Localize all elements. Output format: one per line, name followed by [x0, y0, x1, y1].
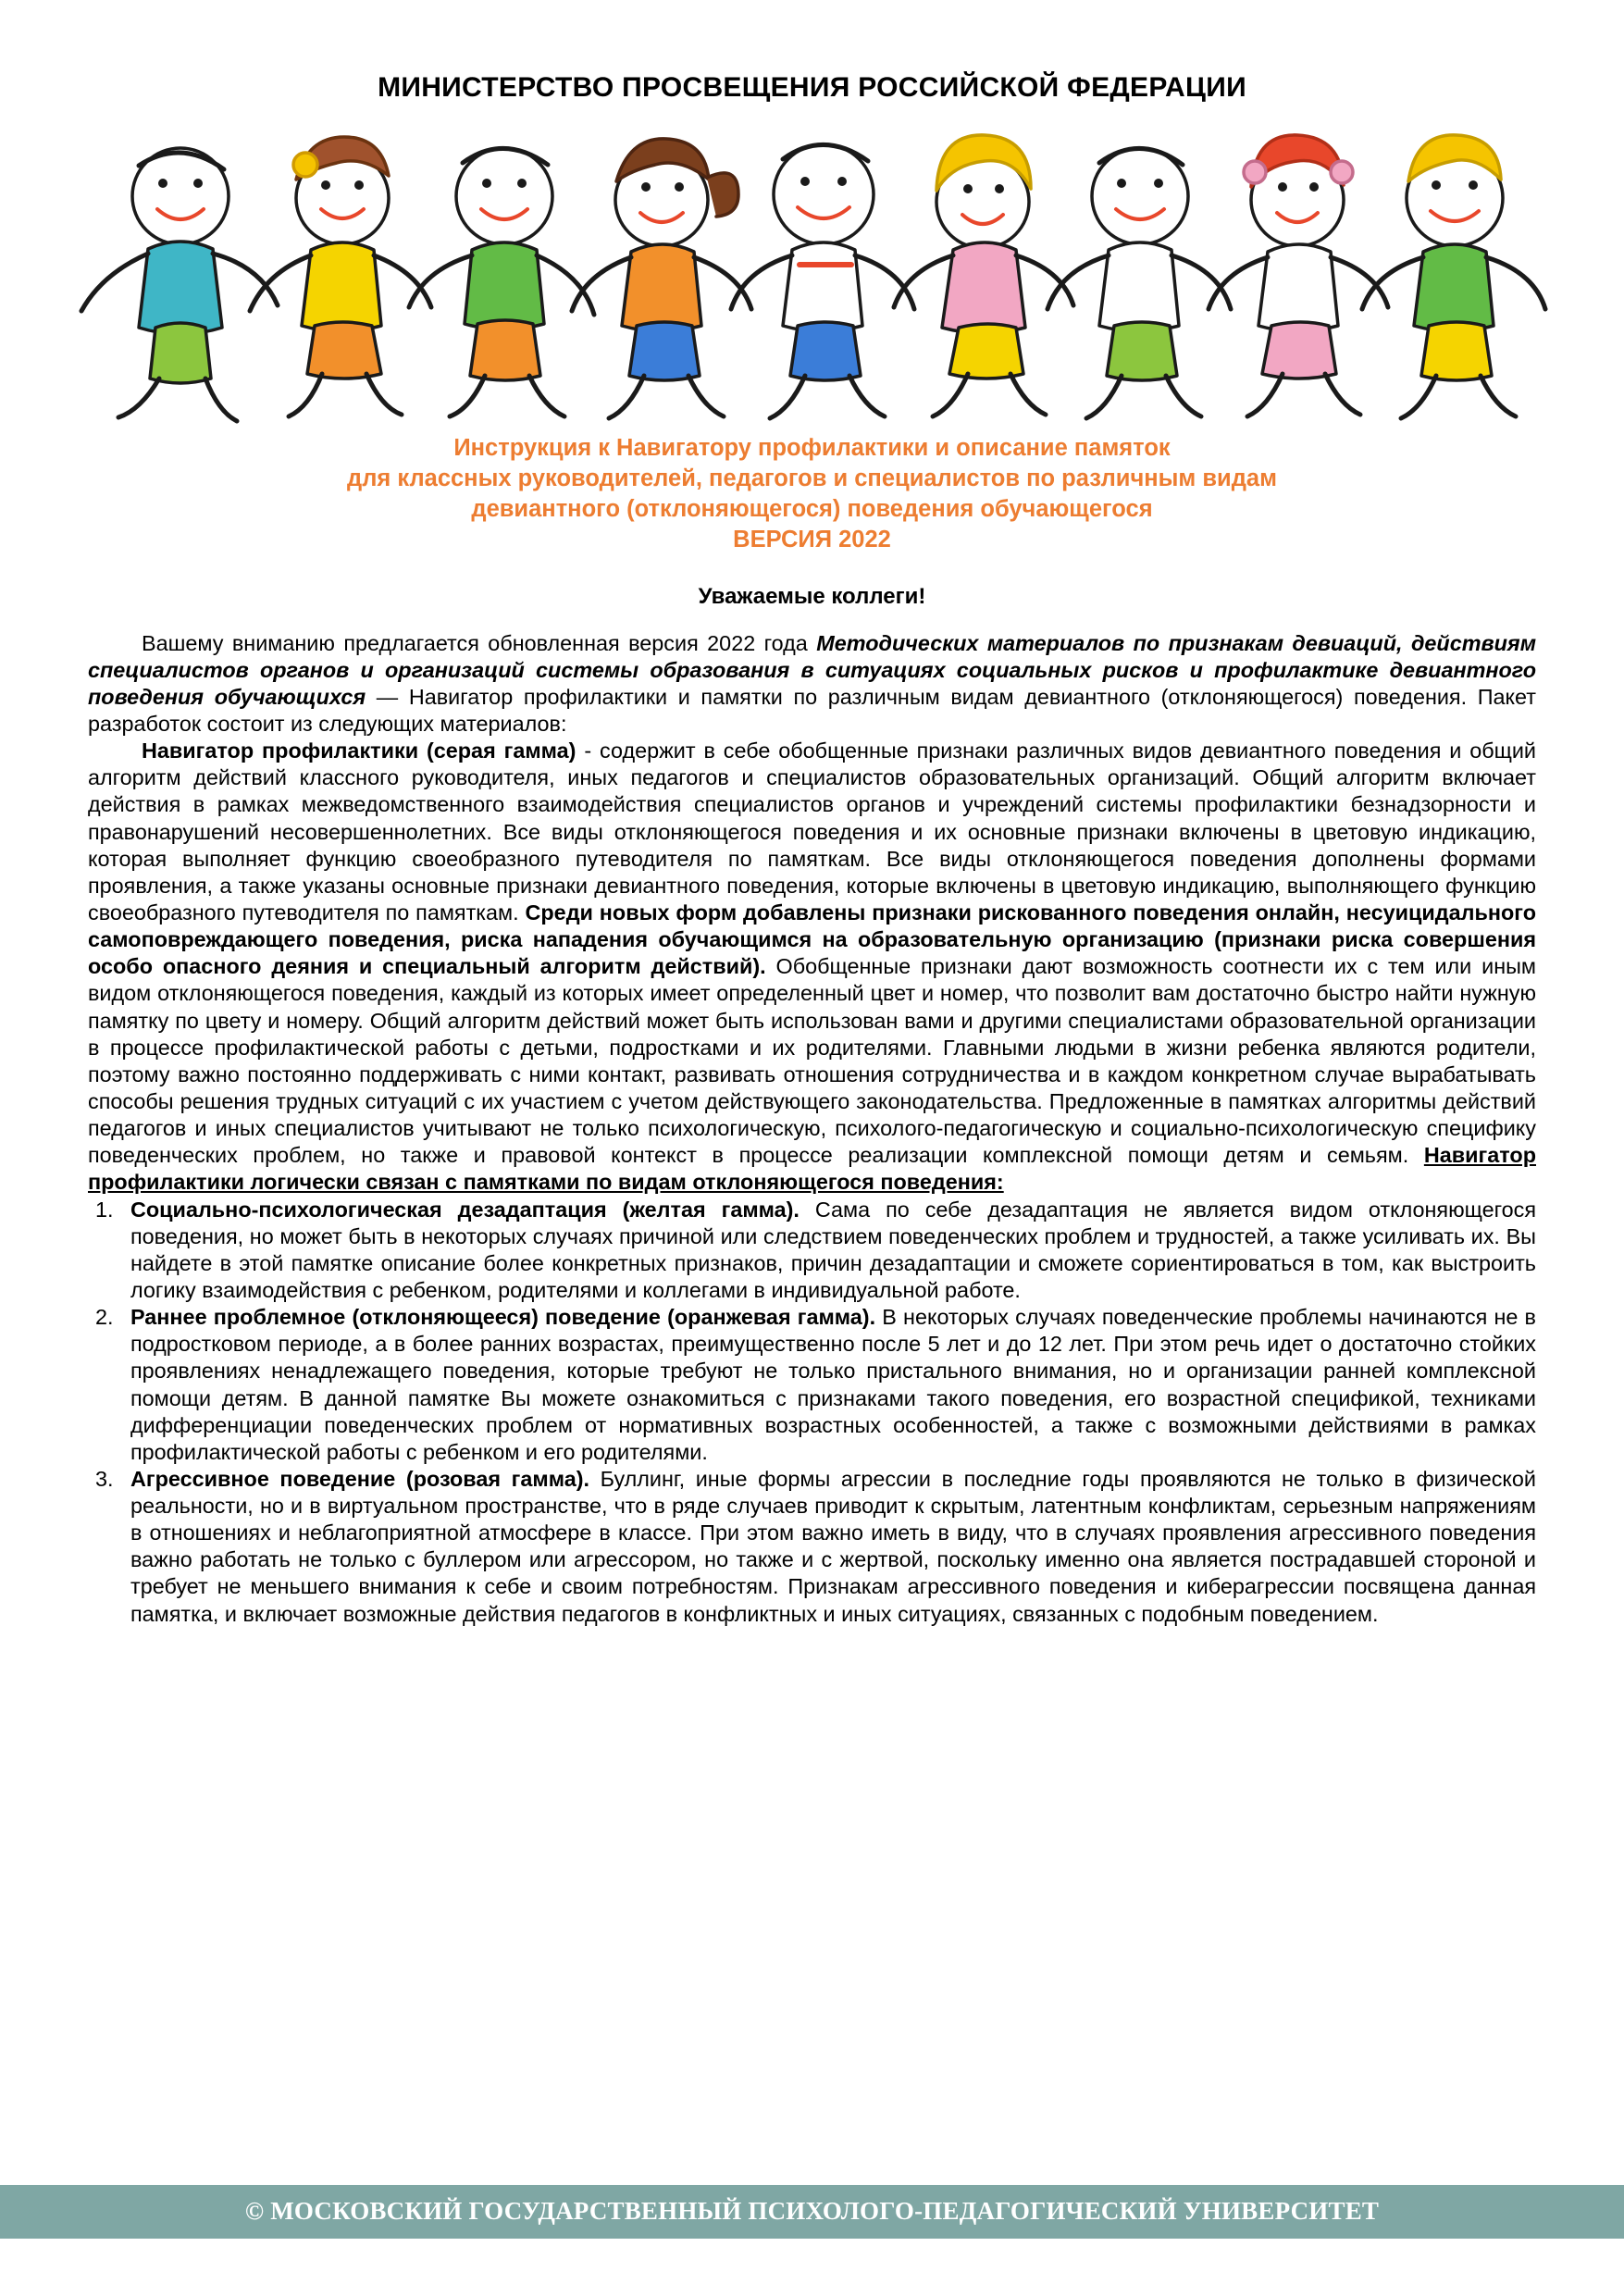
- children-illustration: [0, 124, 1624, 429]
- navigator-new-forms: Среди новых форм добавлены признаки рискованного поведения онлайн, несуицидального самоповреждающего поведения, риска нападения обучающимся на образовательную организацию (признаки риска совершения особо опасного деяния и специальный алгоритм действий).: [88, 900, 1537, 979]
- list-item-title: Социально-психологическая дезадаптация (желтая гамма).: [130, 1197, 800, 1222]
- navigator-label: Навигатор профилактики (серая гамма): [142, 738, 576, 763]
- intro-text-a: Вашему вниманию предлагается обновленная версия 2022 года: [142, 630, 817, 655]
- title-version: ВЕРСИЯ 2022: [733, 527, 891, 553]
- list-item-title: Агрессивное поведение (розовая гамма).: [130, 1466, 589, 1491]
- greeting-line: Уважаемые коллеги!: [698, 583, 926, 609]
- title-line-3: девиантного (отклоняющегося) поведения обучающегося: [471, 496, 1153, 523]
- intro-text-b: — Навигатор профилактики и памятки по различным видам девиантного (отклоняющегося) поведения. Пакет разработок состоит из следующих материалов:: [88, 684, 1536, 736]
- title-line-1: Инструкция к Навигатору профилактики и описание памяток: [453, 435, 1171, 461]
- list-item: [88, 1304, 1536, 1466]
- title-line-2: для классных руководителей, педагогов и специалистов по различным видам: [347, 465, 1277, 492]
- list-item-text: Буллинг, иные формы агрессии в последние годы проявляются не только в физической реальности, но и в виртуальном пространстве, что в ряде случаев приводит к скрытым, латентным конфликтам, серьезным напряжениям в отношениях и неблагоприятной атмосфере в классе. При этом важно иметь в виду, что в случаях проявления агрессивного поведения важно работать не только с буллером или агрессором, но также и с жертвой, поскольку именно она является пострадавшей стороной и требует не меньшего внимания к себе и своим потребностям. Признакам агрессивного поведения и киберагрессии посвящена данная памятка, и включает возможные действия педагогов в конфликтных и иных ситуациях, связанных с подобным поведением.: [130, 1466, 1537, 1626]
- ministry-header: МИНИСТЕРСТВО ПРОСВЕЩЕНИЯ РОССИЙСКОЙ ФЕДЕРАЦИИ: [378, 72, 1246, 103]
- footer-university-bar: © МОСКОВСКИЙ ГОСУДАРСТВЕННЫЙ ПСИХОЛОГО-ПЕДАГОГИЧЕСКИЙ УНИВЕРСИТЕТ: [0, 2185, 1624, 2239]
- navigator-text-1: - содержит в себе обобщенные признаки различных видов девиантного поведения и общий алгоритм действий классного руководителя, иных педагогов и специалистов образовательных организаций. Общий алгоритм включает действия в рамках межведомственного взаимодействия специалистов органов и учреждений системы профилактики безнадзорности и правонарушений несовершеннолетних. Все виды отклоняющегося поведения и их основные признаки включены в цветовую индикацию, которая выполняет функцию своеобразного путеводителя по памяткам. Все виды отклоняющегося поведения дополнены формами проявления, а также указаны основные признаки девиантного поведения, которые включены в цветовую индикацию, выполняющего функцию своеобразного путеводителя по памяткам.: [88, 738, 1536, 925]
- list-item-text: В некоторых случаях поведенческие проблемы начинаются не в подростковом периоде, а в более ранних возрастах, преимущественно после 5 лет и до 12 лет. При этом речь идет о достаточно стойких проявлениях ненадлежащего поведения, которые требуют не только пристального внимания, но и организации ранней комплексной помощи детям. В данной памятке Вы можете ознакомиться с признаками такого поведения, его возрастной спецификой, техниками дифференциации поведенческих проблем от нормативных возрастных особенностей, а также с возможными действиями в рамках профилактической работы с ребенком и его родителями.: [130, 1305, 1536, 1464]
- intro-text-emphasis: Методических материалов по признакам девиаций, действиям специалистов органов и организаций системы образования в ситуациях социальных рисков и профилактике девиантного поведения обучающихся: [88, 630, 1536, 709]
- list-item: [88, 1466, 1536, 1628]
- paragraph-navigator: [88, 738, 1536, 1196]
- document-body: [88, 610, 1536, 1628]
- list-item-text: Сама по себе дезадаптация не является видом отклоняющегося поведения, но может быть в некоторых случаях причиной или следствием поведенческих проблем и трудностей, а также усиливать их. Вы найдете в этой памятке описание более конкретных признаков, причин дезадаптации и сможете сориентироваться в том, как выстроить логику взаимодействия с ребенком, родителями и коллегами в индивидуальной работе.: [130, 1197, 1536, 1302]
- list-item: [88, 1197, 1536, 1305]
- navigator-link-sentence: Навигатор профилактики логически связан с памятками по видам отклоняющегося поведения:: [88, 1143, 1536, 1195]
- document-title: [248, 433, 1377, 556]
- deviation-types-list: [88, 1197, 1536, 1628]
- list-item-title: Раннее проблемное (отклоняющееся) поведение (оранжевая гамма).: [130, 1305, 876, 1330]
- navigator-text-2: Обобщенные признаки дают возможность соотнести их с тем или иным видом отклоняющегося поведения, каждый из которых имеет определенный цвет и номер, что позволит вам достаточно быстро найти нужную памятку по цвету и номеру. Общий алгоритм действий может быть использован вами и другими специалистами образовательной организации в процессе профилактической работы с детьми, подростками и их родителями. Главными людьми в жизни ребенка являются родители, поэтому важно постоянно поддерживать с ними контакт, развивать отношения сотрудничества и в каждом конкретном случае вырабатывать способы решения трудных ситуаций с их участием с учетом действующего законодательства. Предложенные в памятках алгоритмы действий педагогов и иных специалистов учитывают не только психологическую, психолого-педагогическую и социально-психологическую специфику поведенческих проблем, но также и правовой контекст в процессе реализации комплексной помощи детям и семьям.: [88, 954, 1537, 1168]
- paragraph-intro: [88, 630, 1536, 738]
